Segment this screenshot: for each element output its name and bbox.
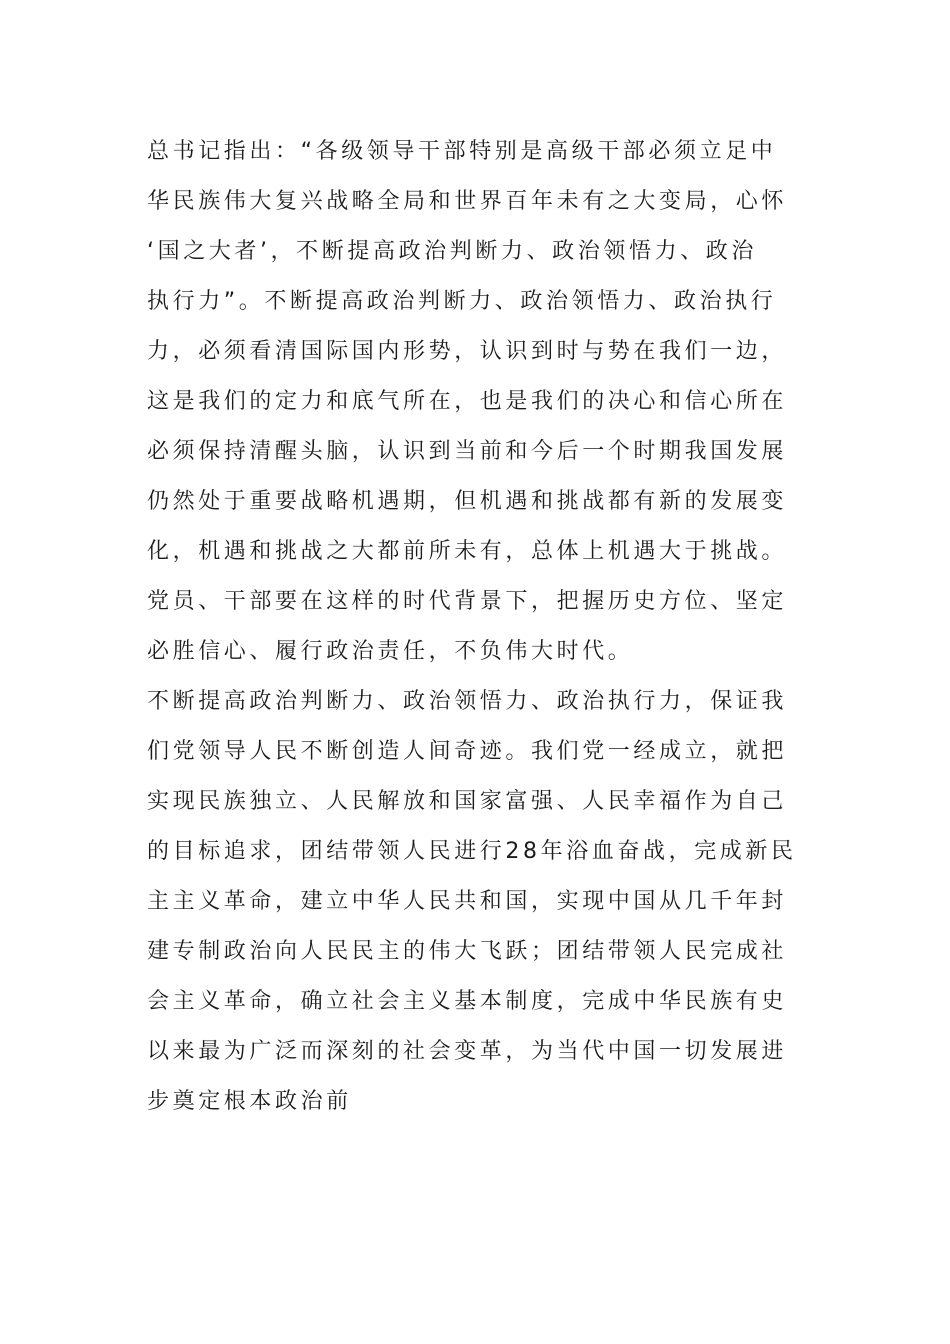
- text-line: 化，机遇和挑战之大都前所未有，总体上机遇大于挑战。: [147, 539, 788, 564]
- text-line: 们党领导人民不断创造人间奇迹。我们党一经成立，就把: [147, 739, 788, 764]
- body-text: [147, 127, 807, 1127]
- text-line: 华民族伟大复兴战略全局和世界百年未有之大变局，心怀: [147, 189, 788, 214]
- text-line: 执行力”。不断提高政治判断力、政治领悟力、政治执行: [147, 289, 777, 314]
- text-line: 党员、干部要在这样的时代背景下，把握历史方位、坚定: [147, 589, 788, 614]
- text-line: 建专制政治向人民民主的伟大飞跃；团结带领人民完成社: [147, 939, 788, 964]
- text-line: 不断提高政治判断力、政治领悟力、政治执行力，保证我: [147, 689, 788, 714]
- text-line: 的目标追求，团结带领人民进行28年浴血奋战，完成新民: [147, 839, 797, 864]
- text-line: 实现民族独立、人民解放和国家富强、人民幸福作为自己: [147, 789, 788, 814]
- text-line: 必胜信心、履行政治责任，不负伟大时代。: [147, 639, 634, 664]
- text-line: 总书记指出：“各级领导干部特别是高级干部必须立足中: [147, 139, 777, 164]
- text-line: 以来最为广泛而深刻的社会变革，为当代中国一切发展进: [147, 1039, 788, 1064]
- text-line: 这是我们的定力和底气所在，也是我们的决心和信心所在: [147, 389, 788, 414]
- text-line: 会主义革命，确立社会主义基本制度，完成中华民族有史: [147, 989, 788, 1014]
- text-line: 步奠定根本政治前: [147, 1089, 352, 1114]
- text-line: ‘国之大者’，不断提高政治判断力、政治领悟力、政治: [147, 239, 757, 264]
- text-line: 必须保持清醒头脑，认识到当前和今后一个时期我国发展: [147, 439, 788, 464]
- text-line: 力，必须看清国际国内形势，认识到时与势在我们一边，: [147, 339, 788, 364]
- text-line: 主主义革命，建立中华人民共和国，实现中国从几千年封: [147, 889, 788, 914]
- text-line: 仍然处于重要战略机遇期，但机遇和挑战都有新的发展变: [147, 489, 788, 514]
